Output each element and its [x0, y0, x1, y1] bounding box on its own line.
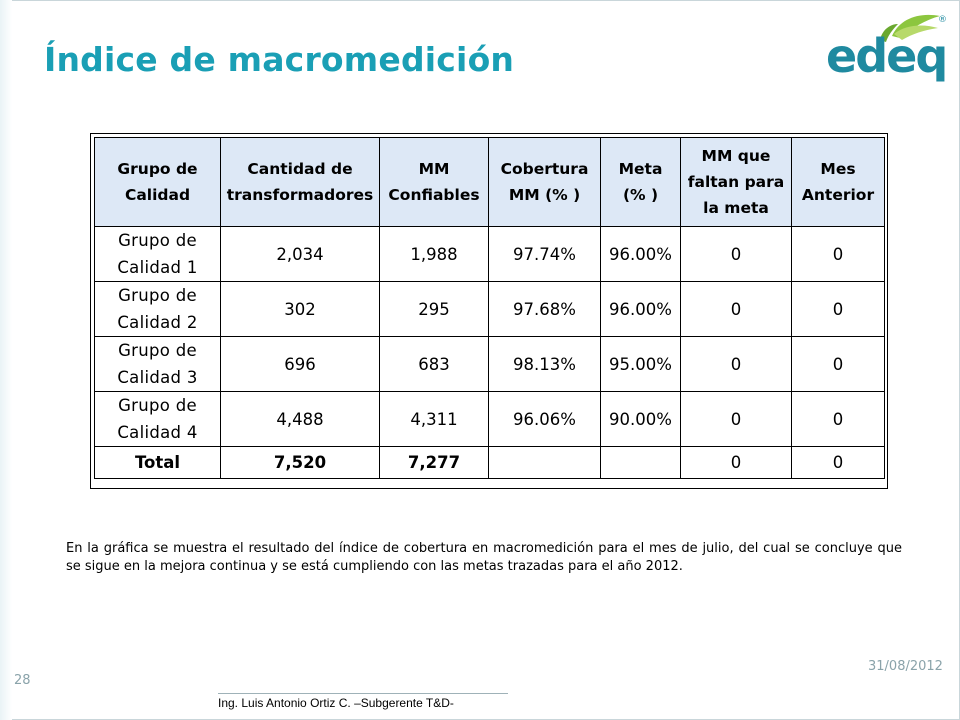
cell-total-meta: [601, 447, 681, 479]
cell-transformadores: 4,488: [221, 392, 380, 447]
table-row: [95, 227, 885, 282]
cell-confiables: 1,988: [380, 227, 489, 282]
header-grupo: Grupo de Calidad: [95, 138, 221, 227]
header-confiables: MM Confiables: [380, 138, 489, 227]
table-row: [95, 392, 885, 447]
cell-cobertura: 97.74%: [489, 227, 601, 282]
cell-total-confiables: 7,277: [380, 447, 489, 479]
registered-mark: ®: [938, 15, 947, 25]
cell-group: Grupo de Calidad 2: [95, 282, 221, 337]
cell-transformadores: 302: [221, 282, 380, 337]
cell-faltan: 0: [681, 282, 792, 337]
table-row: [95, 337, 885, 392]
cell-confiables: 295: [380, 282, 489, 337]
cell-cobertura: 96.06%: [489, 392, 601, 447]
cell-transformadores: 2,034: [221, 227, 380, 282]
cell-total-faltan: 0: [681, 447, 792, 479]
table-row: [95, 282, 885, 337]
header-transformadores: Cantidad de transformadores: [221, 138, 380, 227]
macromedicion-table: [94, 137, 885, 479]
cell-cobertura: 98.13%: [489, 337, 601, 392]
cell-total-anterior: 0: [792, 447, 885, 479]
cell-faltan: 0: [681, 337, 792, 392]
table-total-row: [95, 447, 885, 479]
slide-number: 28: [14, 673, 31, 688]
cell-group: Grupo de Calidad 1: [95, 227, 221, 282]
edeq-logo: [820, 6, 955, 96]
slide-title: Índice de macromedición: [44, 40, 515, 79]
cell-anterior: 0: [792, 392, 885, 447]
cell-total-cobertura: [489, 447, 601, 479]
slide-date: 31/08/2012: [868, 659, 943, 674]
cell-total-label: Total: [95, 447, 221, 479]
cell-faltan: 0: [681, 227, 792, 282]
cell-group: Grupo de Calidad 4: [95, 392, 221, 447]
header-meta: Meta (% ): [601, 138, 681, 227]
table-header-row: [95, 138, 885, 227]
cell-group: Grupo de Calidad 3: [95, 337, 221, 392]
cell-anterior: 0: [792, 227, 885, 282]
cell-cobertura: 97.68%: [489, 282, 601, 337]
header-faltan: MM que faltan para la meta: [681, 138, 792, 227]
cell-meta: 90.00%: [601, 392, 681, 447]
description-paragraph: En la gráfica se muestra el resultado del índice de cobertura en macromedición para el mes de julio, del cual se concluye que se sigue en la mejora continua y se está cumpliendo con las metas trazadas para el año 2012.: [66, 541, 902, 574]
header-anterior: Mes Anterior: [792, 138, 885, 227]
footer-text: Ing. Luis Antonio Ortiz C. –Subgerente T&D-: [218, 693, 508, 715]
cell-transformadores: 696: [221, 337, 380, 392]
header-cobertura: Cobertura MM (% ): [489, 138, 601, 227]
cell-meta: 96.00%: [601, 282, 681, 337]
cell-faltan: 0: [681, 392, 792, 447]
slide-left-band: [0, 0, 12, 720]
cell-meta: 96.00%: [601, 227, 681, 282]
cell-confiables: 4,311: [380, 392, 489, 447]
logo-text: edeq: [826, 29, 947, 83]
cell-anterior: 0: [792, 337, 885, 392]
cell-confiables: 683: [380, 337, 489, 392]
cell-meta: 95.00%: [601, 337, 681, 392]
cell-anterior: 0: [792, 282, 885, 337]
cell-total-transformadores: 7,520: [221, 447, 380, 479]
